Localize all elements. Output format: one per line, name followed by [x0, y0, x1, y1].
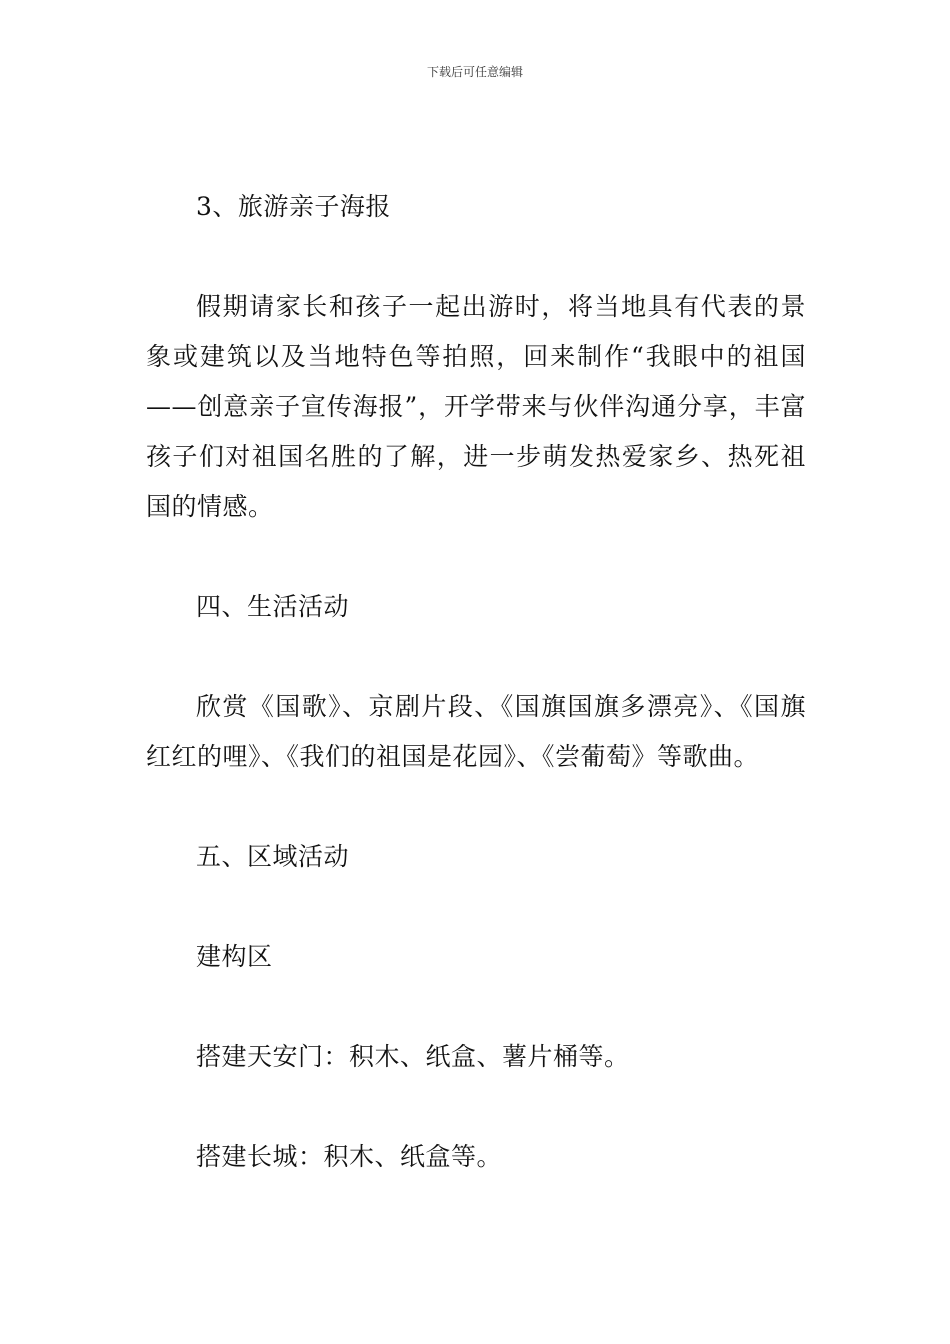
paragraph-tiananmen: 搭建天安门：积木、纸盒、薯片桶等。: [196, 1042, 630, 1071]
paragraph-great-wall: 搭建长城：积木、纸盒等。: [196, 1142, 503, 1171]
section-heading-travel-poster: 3、旅游亲子海报: [196, 192, 391, 221]
page-header-note: 下载后可任意编辑: [426, 65, 523, 79]
paragraph-travel-poster: 假期请家长和孩子一起出游时，将当地具有代表的景象或建筑以及当地特色等拍照，回来制作“我眼中的祖国——创意亲子宣传海报”，开学带来与伙伴沟通分享，丰富孩子们对祖国名胜的了解，进一步萌发热爱家乡、热死祖国的情感。: [146, 292, 806, 521]
subheading-building-area: 建构区: [196, 942, 273, 971]
document-body: [146, 182, 806, 1182]
section-heading-life-activities: 四、生活活动: [196, 592, 350, 621]
section-heading-area-activities: 五、区域活动: [196, 842, 350, 871]
paragraph-songs: 欣赏《国歌》、京剧片段、《国旗国旗多漂亮》、《国旗红红的哩》、《我们的祖国是花园》、《尝葡萄》等歌曲。: [146, 692, 806, 771]
